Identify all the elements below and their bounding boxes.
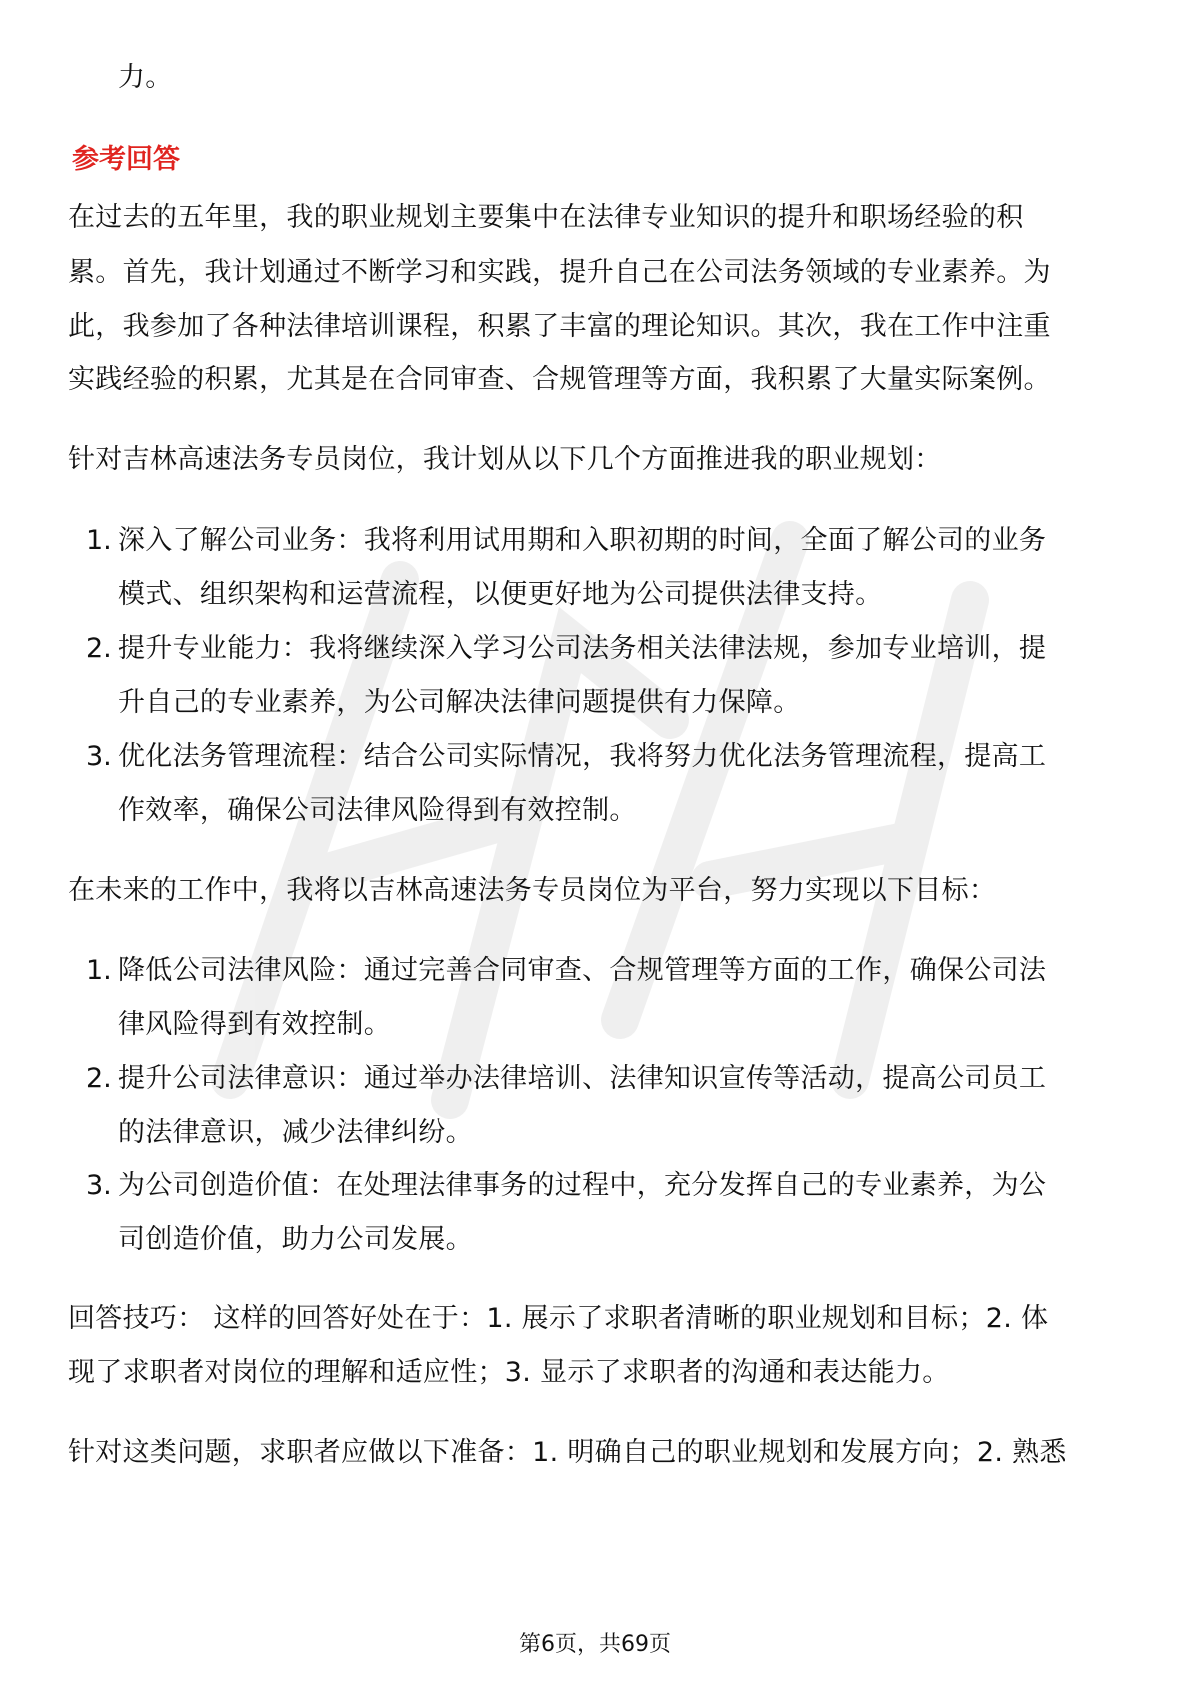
list1-number: 1. [86, 525, 112, 556]
para1-line: 此，我参加了各种法律培训课程，积累了丰富的理论知识。其次，我在工作中注重 [68, 311, 1051, 342]
section-heading: 参考回答 [72, 144, 180, 175]
list2-item-line: 降低公司法律风险：通过完善合同审查、合规管理等方面的工作，确保公司法 [118, 955, 1047, 986]
list2-number: 1. [86, 955, 112, 986]
list2-number: 3. [86, 1170, 112, 1201]
list1-item-line: 深入了解公司业务：我将利用试用期和入职初期的时间，全面了解公司的业务 [118, 525, 1047, 556]
list1-item-line: 模式、组织架构和运营流程，以便更好地为公司提供法律支持。 [118, 579, 883, 610]
list1-number: 2. [86, 633, 112, 664]
para2-text: 针对吉林高速法务专员岗位，我计划从以下几个方面推进我的职业规划： [68, 444, 942, 475]
list2-number: 2. [86, 1063, 112, 1094]
continuation-text: 力。 [118, 62, 173, 93]
list2-item-line: 提升公司法律意识：通过举办法律培训、法律知识宣传等活动，提高公司员工 [118, 1063, 1047, 1094]
prep-text: 针对这类问题，求职者应做以下准备：1. 明确自己的职业规划和发展方向；2. 熟悉 [68, 1437, 1067, 1468]
list2-item-line: 律风险得到有效控制。 [118, 1009, 391, 1040]
tips-line: 回答技巧： 这样的回答好处在于：1. 展示了求职者清晰的职业规划和目标；2. 体 [68, 1303, 1049, 1334]
para1-line: 实践经验的积累，尤其是在合同审查、合规管理等方面，我积累了大量实际案例。 [68, 364, 1051, 395]
list1-item-line: 升自己的专业素养，为公司解决法律问题提供有力保障。 [118, 687, 801, 718]
page-number-footer: 第6页，共69页 [519, 1632, 671, 1657]
list1-number: 3. [86, 741, 112, 772]
tips-line: 现了求职者对岗位的理解和适应性；3. 显示了求职者的沟通和表达能力。 [68, 1357, 950, 1388]
para1-line: 在过去的五年里，我的职业规划主要集中在法律专业知识的提升和职场经验的积 [68, 202, 1024, 233]
list2-item-line: 的法律意识，减少法律纠纷。 [118, 1117, 473, 1148]
list1-item-line: 作效率，确保公司法律风险得到有效控制。 [118, 795, 637, 826]
list1-item-line: 提升专业能力：我将继续深入学习公司法务相关法律法规，参加专业培训，提 [118, 633, 1047, 664]
para3-text: 在未来的工作中，我将以吉林高速法务专员岗位为平台，努力实现以下目标： [68, 875, 997, 906]
list1-item-line: 优化法务管理流程：结合公司实际情况，我将努力优化法务管理流程，提高工 [118, 741, 1047, 772]
para1-line: 累。首先，我计划通过不断学习和实践，提升自己在公司法务领域的专业素养。为 [68, 257, 1051, 288]
list2-item-line: 司创造价值，助力公司发展。 [118, 1224, 473, 1255]
list2-item-line: 为公司创造价值：在处理法律事务的过程中，充分发挥自己的专业素养，为公 [118, 1170, 1047, 1201]
